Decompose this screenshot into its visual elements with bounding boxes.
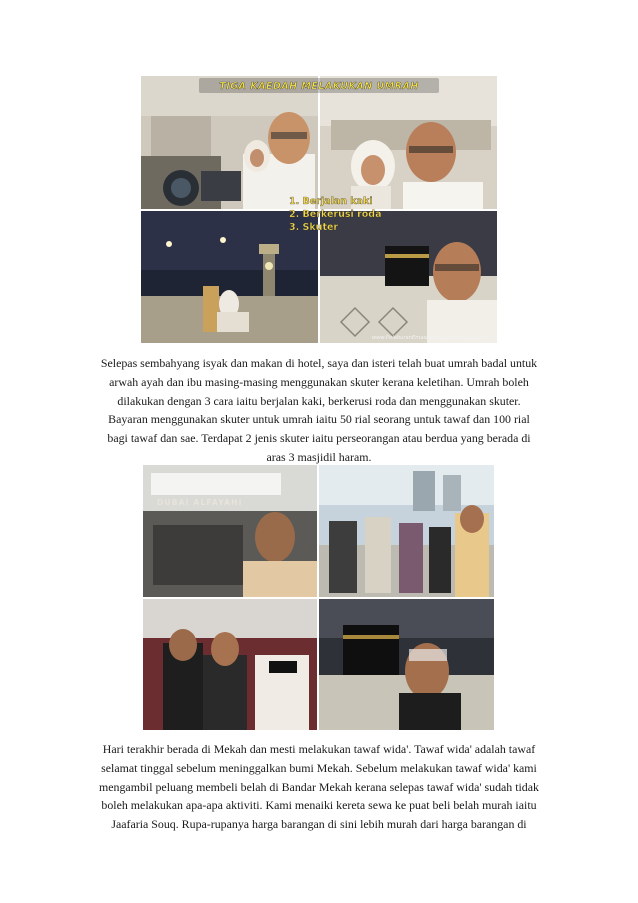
umrah-methods-photo xyxy=(141,76,497,343)
text-line: Bayaran menggunakan skuter untuk umrah iaitu 50 rial seorang untuk tawaf dan 100 rial xyxy=(108,412,530,427)
text-line: Selepas sembahyang isyak dan makan di hotel, saya dan isteri telah buat umrah badal untuk xyxy=(100,356,538,370)
kaabah-scooter-photo xyxy=(319,210,497,343)
souq-tawaf-collage xyxy=(143,465,494,730)
text-line: boleh melakukan apa-apa aktiviti. Kami menaiki kereta sewa ke puat beli belah murah iaitu xyxy=(101,798,537,813)
collage-credit: www.PelaburanEmasPublicGoldMalaysia.com xyxy=(371,335,489,341)
bus-group-photo xyxy=(143,598,318,730)
method-1: 1. Berjalan kaki xyxy=(289,196,373,207)
shop-sign: DUBAI ALFAYAHI xyxy=(157,498,243,507)
text-line: selamat tinggal sebelum meninggalkan bumi Mekah. Sebelum melakukan tawaf wida' kami xyxy=(101,760,537,775)
text-line: mengambil peluang membeli belah di Bandar Mekah kerana selepas tawaf wida' sudah tidak xyxy=(99,779,539,794)
text-line: dilakukan dengan 3 cara iaitu berjalan kaki, berkerusi roda dan menggunakan skuter. xyxy=(117,393,521,408)
text-line: Jaafaria Souq. Rupa-rupanya harga barangan di sini lebih murah dari harga barangan di xyxy=(111,817,527,832)
shop-front-photo xyxy=(143,465,318,598)
method-3: 3. Skuter xyxy=(289,222,339,233)
wheelchair-photo xyxy=(141,76,319,210)
text-line: bagi tawaf dan sae. Terdapat 2 jenis skuter iaitu perseorangan atau berdua yang berada di xyxy=(107,431,531,446)
collage-title: TIGA KAEDAH MELAKUKAN UMRAH xyxy=(219,81,419,92)
text-line: Hari terakhir berada di Mekah dan mesti melakukan tawaf wida'. Tawaf wida' adalah tawaf xyxy=(102,742,536,756)
kaabah-night-photo xyxy=(318,598,494,730)
souq-tawaf-photo xyxy=(143,465,494,730)
selfie-photo xyxy=(319,76,497,210)
paragraph-tawaf-wida xyxy=(70,740,568,834)
method-2: 2. Berkerusi roda xyxy=(289,209,382,220)
text-line: aras 3 masjidil haram. xyxy=(266,449,372,464)
umrah-methods-collage xyxy=(141,76,497,343)
paragraph-umrah-scooter xyxy=(70,354,568,467)
street-group-photo xyxy=(318,465,494,598)
text-line: arwah ayah dan ibu masing-masing menggunakan skuter kerana keletihan. Umrah boleh xyxy=(109,374,529,389)
